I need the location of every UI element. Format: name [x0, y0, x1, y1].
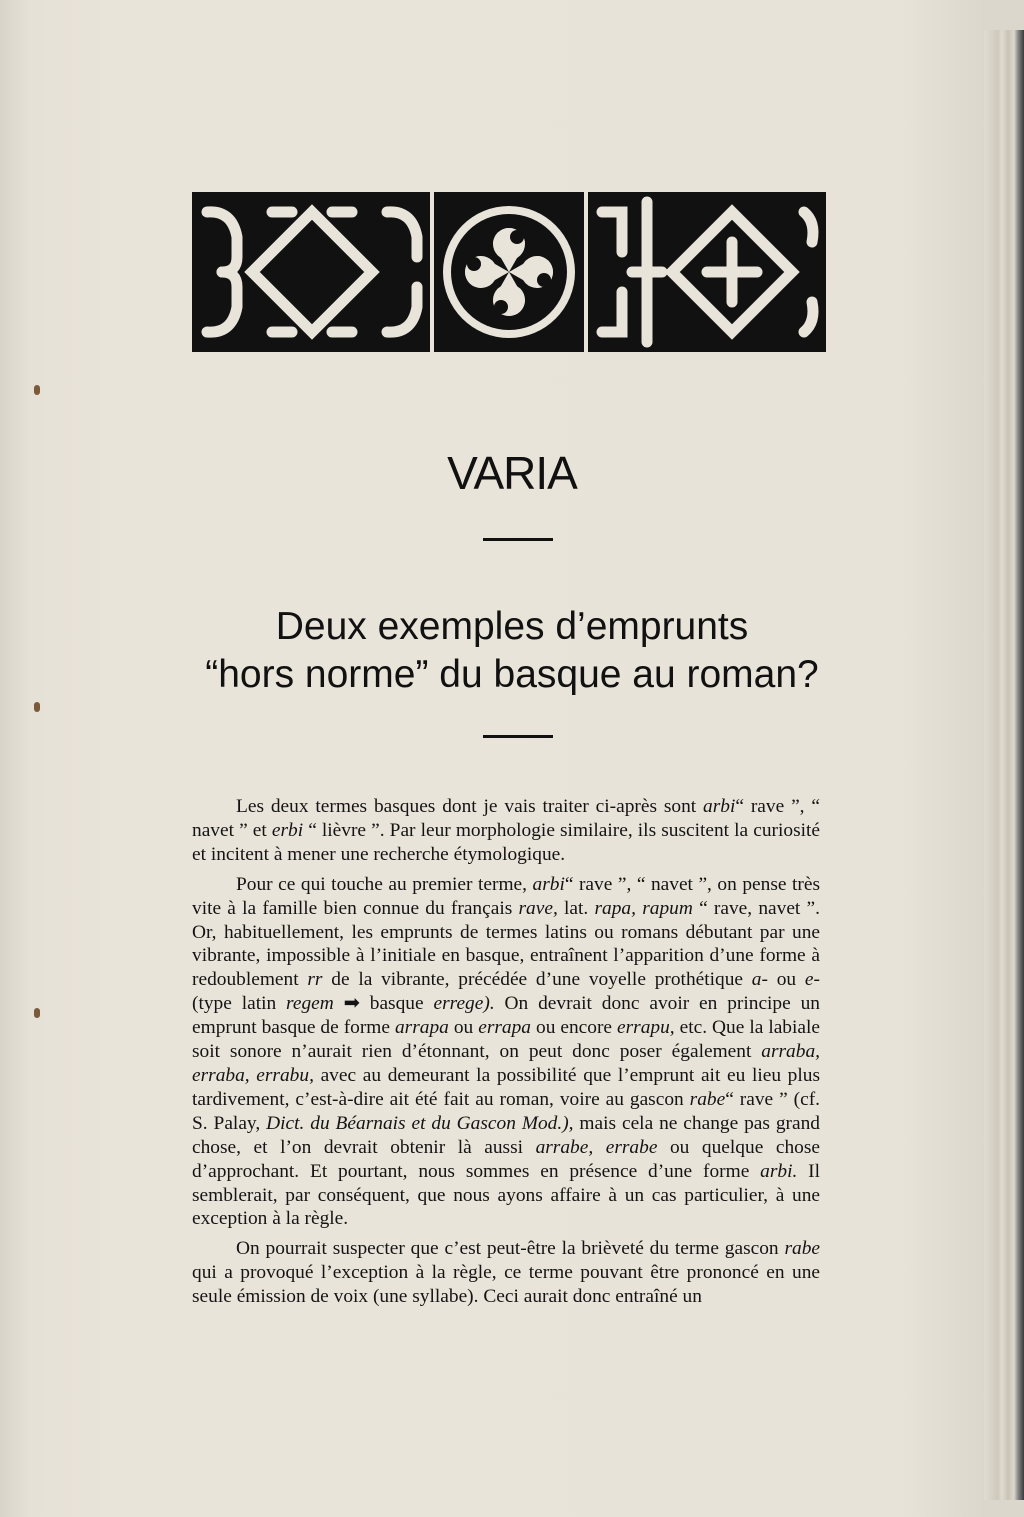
- italic-term: arbi.: [760, 1160, 798, 1182]
- paragraph: [192, 873, 820, 1232]
- text-run: “ lièvre ”. Par leur morphologie similaire, ils suscitent la curiosité et incitent à mener une recherche étymologique.: [192, 819, 820, 865]
- italic-term: e-: [804, 969, 820, 991]
- text-run: etc. Que la labiale soit sonore n’aurait rien d’étonnant, on peut donc poser également: [192, 1017, 820, 1063]
- title-divider: [483, 538, 553, 541]
- binding-mark: [34, 702, 40, 712]
- italic-term: arbi: [532, 873, 565, 895]
- italic-term: Dict. du Béarnais et du Gascon Mod.),: [266, 1112, 574, 1134]
- text-run: ➡ basque: [333, 993, 434, 1015]
- text-run: Il semblerait, par conséquent, que nous ayons affaire à un cas particulier, à une exception à la règle.: [192, 1160, 820, 1230]
- text-run: (type latin: [192, 993, 287, 1015]
- text-run: avec au demeurant la possibilité que l’emprunt ait eu lieu plus tardivement, c’est-à-dire ait été fait au roman, voire au gascon: [192, 1064, 820, 1110]
- paragraph: [192, 1237, 820, 1309]
- article-title: [0, 603, 1024, 699]
- text-run: ou: [767, 969, 805, 991]
- binding-mark: [34, 1008, 40, 1018]
- italic-term: rr: [307, 969, 323, 991]
- text-run: mais cela ne change pas grand chose, et l’on devrait obtenir là aussi: [192, 1112, 820, 1158]
- paragraph: [192, 795, 820, 867]
- text-run: qui a provoqué l’exception à la règle, ce terme pouvant être prononcé en une seule émission de voix (une syllabe). Ceci aurait donc entraîné un: [192, 1262, 820, 1308]
- text-run: On devrait donc avoir en principe un emprunt basque de forme: [192, 993, 820, 1039]
- section-title: VARIA: [447, 447, 577, 499]
- text-run: “ rave ” (cf. S. Palay,: [192, 1088, 820, 1134]
- italic-term: erbi: [271, 819, 304, 841]
- italic-term: rabe: [784, 1238, 820, 1260]
- article-title-line1: Deux exemples d’emprunts: [275, 605, 749, 648]
- italic-term: rabe: [689, 1088, 726, 1110]
- italic-term: rapa, rapum: [594, 897, 693, 919]
- text-run: lat.: [557, 897, 595, 919]
- italic-term: arrabe, errabe: [535, 1136, 658, 1158]
- italic-term: rave,: [518, 897, 558, 919]
- text-run: “ rave ”, “ navet ”, on pense très vite à la famille bien connue du français: [192, 873, 820, 919]
- italic-term: arraba, erraba, errabu,: [192, 1041, 820, 1086]
- italic-term: a-: [751, 969, 768, 991]
- article-body: [192, 795, 820, 1315]
- text-run: ou: [448, 1017, 479, 1039]
- italic-term: errege).: [433, 993, 495, 1015]
- text-run: Les deux termes basques dont je vais traiter ci-après sont: [236, 796, 704, 817]
- italic-term: regem: [286, 993, 334, 1015]
- text-run: ou quelque chose d’approchant. Et pourtant, nous sommes en présence d’une forme: [192, 1136, 820, 1182]
- article-divider: [483, 735, 553, 738]
- italic-term: errapa: [478, 1017, 532, 1039]
- italic-term: arbi: [703, 796, 736, 817]
- page-edge: [984, 30, 1024, 1500]
- text-run: de la vibrante, précédée d’une voyelle prothétique: [322, 969, 752, 991]
- text-run: On pourrait suspecter que c’est peut-être la brièveté du terme gascon: [236, 1238, 785, 1260]
- text-run: Pour ce qui touche au premier terme,: [236, 873, 533, 895]
- italic-term: arrapa: [394, 1017, 449, 1039]
- article-title-line2: “hors norme” du basque au roman?: [205, 653, 819, 696]
- text-run: “ rave ”, “ navet ” et: [192, 796, 820, 841]
- text-run: ou encore: [531, 1017, 618, 1039]
- italic-term: errapu,: [617, 1017, 675, 1039]
- binding-mark: [34, 385, 40, 395]
- decorative-basque-banner: [192, 192, 826, 352]
- text-run: “ rave, navet ”. Or, habituellement, les emprunts de termes latins ou romans débutant par une vibrante, impossible à l’initiale en basque, entraînent l’apparition d’une forme à redoublement: [192, 897, 820, 991]
